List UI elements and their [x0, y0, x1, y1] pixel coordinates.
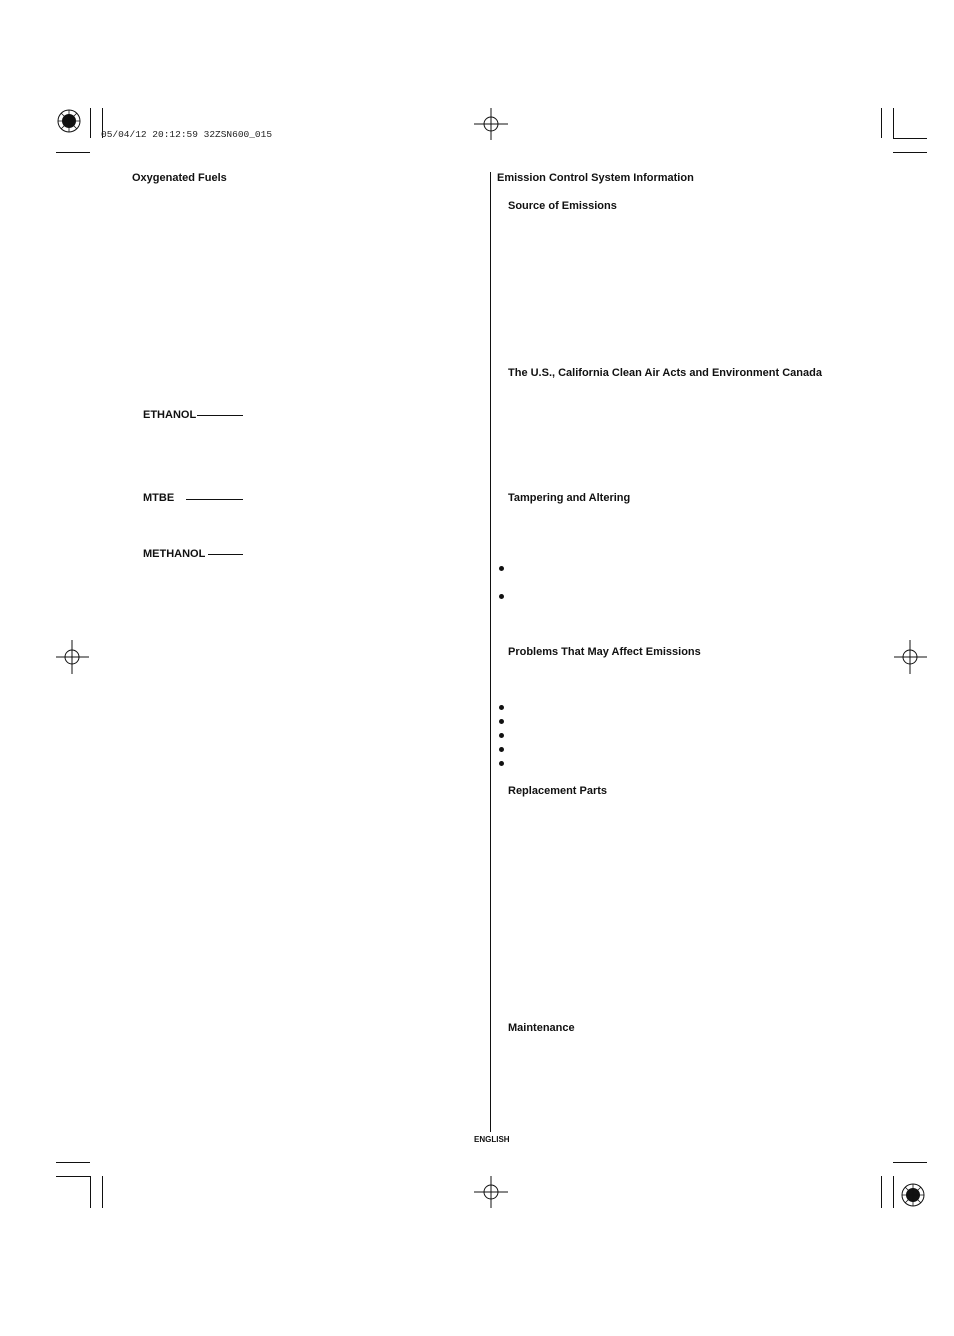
crop-mark: [893, 108, 894, 138]
fuel-leader-line: [208, 554, 243, 555]
crop-mark: [102, 1176, 103, 1208]
registration-crosshair-bottom: [474, 1176, 508, 1215]
fuel-leader-line: [186, 499, 243, 500]
crop-mark: [881, 108, 882, 138]
registration-crosshair-left: [56, 640, 90, 679]
bullet-point: [499, 747, 504, 752]
crop-mark: [56, 1162, 90, 1163]
section-title: The U.S., California Clean Air Acts and Environment Canada: [508, 367, 822, 379]
section-title: Tampering and Altering: [508, 492, 631, 504]
print-timestamp: 05/04/12 20:12:59 32ZSN600_015: [101, 129, 273, 140]
fuel-label-methanol: METHANOL: [143, 548, 206, 560]
crop-mark: [56, 152, 90, 153]
crop-mark: [893, 1162, 927, 1163]
section-title: Maintenance: [508, 1022, 575, 1034]
crop-mark: [893, 152, 927, 153]
heading-emission-control: Emission Control System Information: [497, 172, 694, 184]
fuel-label-mtbe: MTBE: [143, 492, 175, 504]
column-divider: [490, 172, 491, 1132]
fuel-leader-line: [197, 415, 243, 416]
registration-sunburst-top-left: [56, 108, 82, 139]
fuel-label-ethanol: ETHANOL: [143, 409, 197, 421]
crop-mark: [90, 108, 91, 138]
bullet-point: [499, 733, 504, 738]
registration-crosshair-right: [893, 640, 927, 679]
footer-language: ENGLISH: [474, 1135, 510, 1144]
crop-mark: [893, 1176, 894, 1208]
bullet-point: [499, 705, 504, 710]
crop-mark: [893, 138, 927, 139]
bullet-point: [499, 594, 504, 599]
registration-crosshair-top: [474, 108, 508, 147]
bullet-point: [499, 566, 504, 571]
section-title: Source of Emissions: [508, 200, 617, 212]
crop-mark: [90, 1176, 91, 1208]
section-title: Replacement Parts: [508, 785, 608, 797]
crop-mark: [56, 1176, 90, 1177]
registration-sunburst-bottom-right: [900, 1182, 926, 1213]
section-title: Problems That May Affect Emissions: [508, 646, 701, 658]
crop-mark: [881, 1176, 882, 1208]
heading-oxygenated-fuels: Oxygenated Fuels: [132, 172, 227, 184]
bullet-point: [499, 719, 504, 724]
bullet-point: [499, 761, 504, 766]
